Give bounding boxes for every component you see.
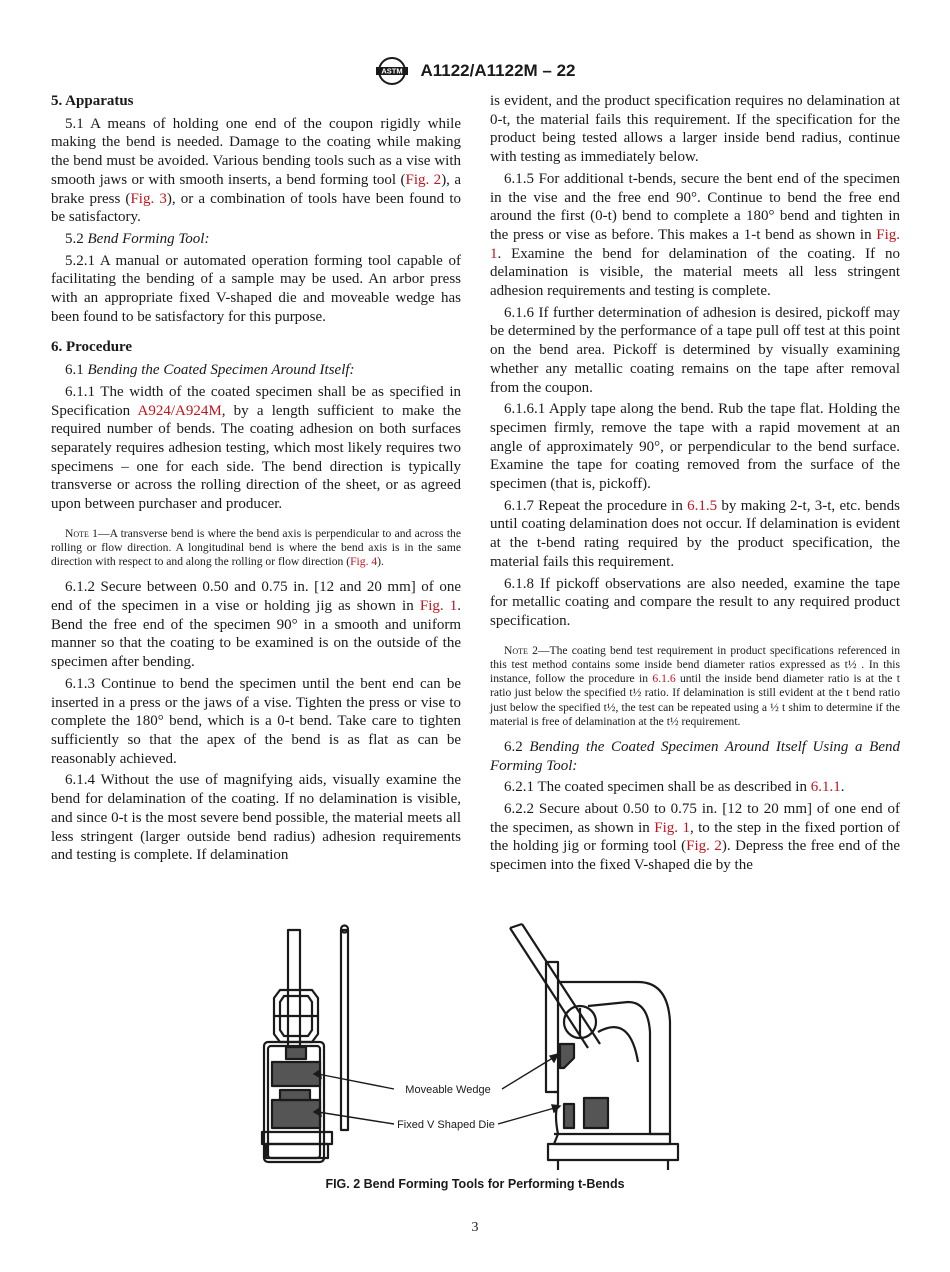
- section-6-1-1-link[interactable]: 6.1.1: [810, 779, 841, 796]
- section-heading-procedure: 6. Procedure: [51, 339, 133, 356]
- page-number: 3: [471, 1220, 479, 1235]
- paragraph-5-2: 5.2 Bend Forming Tool:: [65, 230, 210, 247]
- note-1: Note 1—A transverse bend is where the bend axis is perpendicular to and across the rolling or flow direction. A longitudinal bend is where the bend axis is in the same direction with respect to and along the rolling or flow direction (Fig. 4).: [51, 526, 461, 569]
- paragraph-6-1-1: 6.1.1 The width of the coated specimen shall be as specified in Specification A924/A924M, by a length sufficient to make the required number of bends. The coating adhesion on both surfaces separately requires adhesion testing, which most likely requires two specimens – one for each side. The bend direction is typically transverse or across the rolling direction of the sheet, or as agreed upon between purchaser and producer.: [51, 383, 461, 513]
- page-header: [0, 56, 950, 86]
- paragraph-6-1-4: 6.1.4 Without the use of magnifying aids, visually examine the bend for delamination of the coating. If no delamination is visible, and since 0-t is the most severe bend possible, the material meets all less stringent (larger outside bend radius) adhesion requirements and testing is complete. If delamination: [51, 772, 461, 864]
- svg-text:ASTM: ASTM: [381, 66, 404, 76]
- paragraph-5-1: 5.1 A means of holding one end of the coupon rigidly while making the bend is needed. Damage to the coating while making the bend must be avoided. Various bending tools such as a vise with smooth jaws or with smooth inserts, a bend forming tool (Fig. 2), a brake press (Fig. 3), or a combination of tools have been found to be satisfactory.: [51, 115, 462, 226]
- paragraph-6-2-2: 6.2.2 Secure about 0.50 to 0.75 in. [12 to 20 mm] of one end of the specimen, as shown in Fig. 1, to the step in the fixed portion of the holding jig or forming tool (Fig. 2). Depress the free end of the specimen into the fixed V-shaped die by the: [490, 801, 901, 874]
- fig-2-link[interactable]: Fig. 2: [686, 838, 722, 855]
- astm-logo-icon: [374, 56, 410, 86]
- paragraph-6-1-5: 6.1.5 For additional t-bends, secure the bent end of the specimen in the vise and the free end 90°. Continue to bend the free end around the first (0-t) bend to complete a 180° bend and tighten in the press or vise as before. This makes a 1-t bend as shown in Fig. 1. Examine the bend for delamination of the coating. If no delamination is visible, the material meets all less stringent adhesion requirements and testing is complete.: [490, 170, 900, 300]
- fig-2-link[interactable]: Fig. 2: [405, 171, 442, 188]
- fig-1-link[interactable]: Fig. 1: [419, 598, 458, 615]
- section-6-1-5-link[interactable]: 6.1.5: [687, 497, 718, 514]
- fixed-v-shaped-die-label: Fixed V Shaped Die: [397, 1119, 495, 1131]
- fig-3-link[interactable]: Fig. 3: [130, 190, 167, 207]
- fig-4-link[interactable]: Fig. 4: [350, 555, 378, 569]
- figure-caption: FIG. 2 Bend Forming Tools for Performing t-Bends: [325, 1177, 625, 1191]
- paragraph-5-2-1: 5.2.1 A manual or automated operation forming tool capable of facilitating the bending of a sample may be used. An arbor press with an appropriate fixed V-shaped die and moveable wedge has been found to be satisfactory for this purpose.: [51, 252, 461, 325]
- section-6-1-6-link[interactable]: 6.1.6: [652, 672, 676, 686]
- note-2: Note 2—The coating bend test requirement in product specifications referenced in this test method contains some inside bend diameter ratios expressed as t½ . In this instance, follow the procedure in 6.1.6 until the inside bend diameter ratio is at the t ratio just below the specified t½ ratio. If delamination is still evident at the t bend ratio just below the specified t½, the test can be repeated using a ½ t shim to determine if the material is free of delamination at the t½ requirement.: [490, 643, 900, 728]
- paragraph-6-2-1: 6.2.1 The coated specimen shall be as described in 6.1.1.: [504, 779, 845, 796]
- paragraph-6-1: 6.1 Bending the Coated Specimen Around Itself:: [65, 362, 355, 379]
- paragraph-6-2: 6.2 Bending the Coated Specimen Around Itself Using a Bend Forming Tool:: [490, 738, 900, 774]
- bend-forming-tools-figure: [258, 922, 694, 1172]
- fig-1-link[interactable]: Fig. 1: [654, 819, 690, 836]
- paragraph-6-1-8: 6.1.8 If pickoff observations are also needed, examine the tape for metallic coating and compare the result to any required product specification.: [490, 575, 900, 629]
- right-column: [490, 92, 900, 878]
- fig-1-link[interactable]: Fig. 1: [490, 226, 900, 262]
- paragraph-6-1-3: 6.1.3 Continue to bend the specimen until the bent end can be inserted in a press or the jaws of a vise. Tighten the press or vise to complete the 180° bend, which is a 0-t bend. Take care to tighten sufficiently so that the apex of the bend is as flat as can be reasonably achieved.: [51, 675, 461, 767]
- paragraph-6-1-6-1: 6.1.6.1 Apply tape along the bend. Rub the tape flat. Holding the specimen firmly, remove the tape with a rapid movement at an angle of approximately 90°, or perpendicular to the bend surface. Examine the tape for coating removed from the surface of the specimen (that is, pickoff).: [490, 401, 900, 493]
- standard-designation: A1122/A1122M – 22: [420, 61, 576, 80]
- moveable-wedge-label: Moveable Wedge: [405, 1084, 491, 1096]
- spec-a924-link[interactable]: A924/A924M: [137, 402, 222, 419]
- front-view-press-drawing: [262, 926, 348, 1163]
- paragraph-6-1-6: 6.1.6 If further determination of adhesion is desired, pickoff may be determined by the performance of a tape pull off test at this point on the bend area. Pickoff is determined by visually examining whether any metallic coating remains on the tape after removal from the coupon.: [490, 304, 900, 396]
- paragraph-6-1-4-continued: is evident, and the product specification requires no delamination at 0-t, the material fails this requirement. If the specification for the product being tested allows a larger inside bend radius, continue with testing as immediately below.: [490, 93, 900, 166]
- paragraph-6-1-7: 6.1.7 Repeat the procedure in 6.1.5 by making 2-t, 3-t, etc. bends until coating delamination does not occur. If delamination is evident at the t-bend rating required by the product specification, the material fails this requirement.: [490, 497, 900, 570]
- section-heading-apparatus: 5. Apparatus: [51, 93, 134, 109]
- paragraph-6-1-2: 6.1.2 Secure between 0.50 and 0.75 in. [12 and 20 mm] of one end of the specimen in a vise or holding jig as shown in Fig. 1. Bend the free end of the specimen 90° in a smooth and uniform manner so that the coating to be examined is on the outside of the specimen after bending.: [51, 579, 462, 671]
- left-column: [51, 92, 461, 868]
- side-view-press-drawing: [510, 924, 678, 1170]
